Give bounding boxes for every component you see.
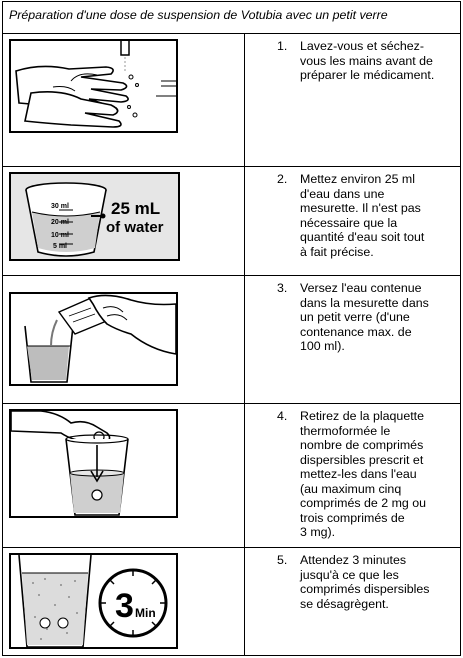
cup-unit-label: of water [106, 219, 164, 236]
cup-mark-30: 30 ml [51, 203, 69, 210]
step-text: Attendez 3 minutes jusqu'à ce que les comprimés dispersibles se désagrègent. [300, 553, 430, 611]
table-title: Préparation d'une dose de suspension de Votubia avec un petit verre [9, 8, 388, 22]
drop-tablet-illustration [9, 409, 178, 518]
step-text-cell [245, 34, 460, 166]
timer-illustration [9, 553, 178, 649]
step-text-cell [245, 404, 460, 547]
hand-washing-illustration [9, 39, 178, 133]
step-illustration-cell [3, 167, 245, 275]
step-row-3 [3, 276, 460, 404]
step-illustration-cell [3, 548, 245, 655]
step-text-cell [245, 167, 460, 275]
step-number: 4. [277, 409, 288, 423]
step-text-cell [245, 276, 460, 403]
step-row-2 [3, 167, 460, 276]
step-illustration-cell [3, 34, 245, 166]
instruction-table [2, 1, 461, 656]
step-row-5 [3, 548, 460, 655]
measuring-cup-illustration [9, 172, 180, 261]
step-number: 5. [277, 553, 288, 567]
timer-number: 3 [115, 587, 134, 625]
cup-mark-5: 5 ml [53, 243, 68, 250]
step-number: 1. [277, 39, 288, 53]
step-text: Versez l'eau contenue dans la mesurette dans un petit verre (d'une contenance max. de 100 ml). [300, 281, 429, 353]
step-text: Mettez environ 25 ml d'eau dans une mesurette. Il n'est pas nécessaire que la quantité d'eau soit tout à fait précise. [300, 172, 425, 259]
pour-water-illustration [9, 292, 178, 386]
step-text-cell [245, 548, 460, 655]
step-illustration-cell [3, 276, 245, 403]
step-illustration-cell [3, 404, 245, 547]
step-text: Retirez de la plaquette thermoformée le nombre de comprimés dispersibles prescrit et mettez-les dans l'eau (au maximum cinq comprimés de 2 mg ou trois comprimés de 3 mg). [300, 409, 427, 539]
cup-mark-20: 20 ml [51, 219, 69, 226]
step-number: 3. [277, 281, 288, 295]
cup-mark-10: 10 ml [51, 232, 69, 239]
step-number: 2. [277, 172, 288, 186]
step-text: Lavez-vous et séchez- vous les mains avant de préparer le médicament. [300, 39, 435, 82]
step-row-1 [3, 34, 460, 167]
table-title-row [3, 2, 460, 34]
cup-amount-label: 25 mL [111, 199, 161, 218]
timer-unit: Min [135, 606, 156, 620]
step-row-4 [3, 404, 460, 548]
